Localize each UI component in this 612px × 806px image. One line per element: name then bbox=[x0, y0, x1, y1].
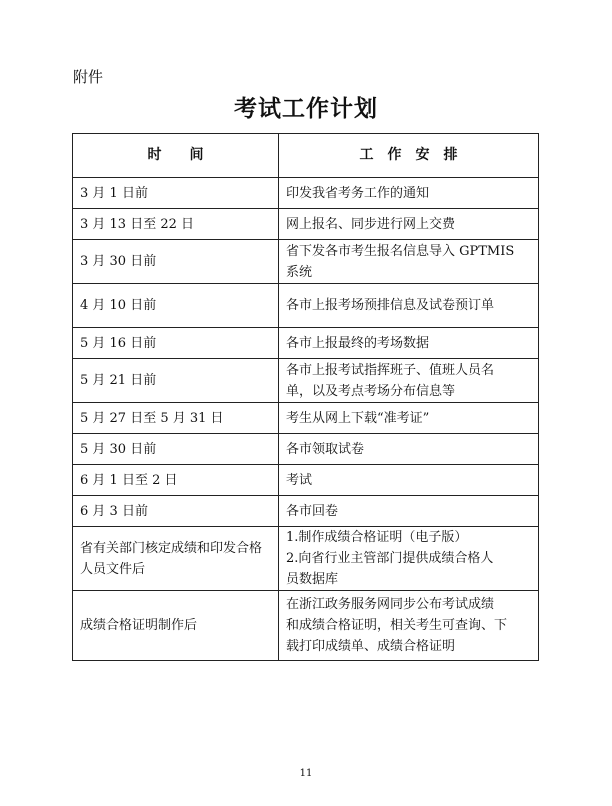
column-header-time: 时 间 bbox=[73, 134, 279, 178]
time-cell: 成绩合格证明制作后 bbox=[73, 591, 279, 661]
table-row bbox=[73, 403, 539, 434]
task-line: 各市上报考场预排信息及试卷预订单 bbox=[286, 298, 495, 313]
task-cell bbox=[279, 434, 539, 465]
task-line: 各市回卷 bbox=[286, 503, 339, 519]
table-row bbox=[73, 328, 539, 359]
task-line: 省下发各市考生报名信息导入 GPTMIS bbox=[286, 243, 515, 259]
table-row bbox=[73, 284, 539, 328]
task-line: 员数据库 bbox=[286, 572, 339, 587]
attachment-label: 附件 bbox=[73, 68, 104, 86]
task-line: 载打印成绩单、成绩合格证明 bbox=[286, 639, 456, 654]
table-row bbox=[73, 496, 539, 527]
time-cell: 3 月 30 日前 bbox=[73, 240, 279, 284]
table-row bbox=[73, 465, 539, 496]
task-cell bbox=[279, 178, 539, 209]
task-cell bbox=[279, 240, 539, 284]
time-cell: 6 月 1 日至 2 日 bbox=[73, 465, 279, 496]
task-line: 各市上报考试指挥班子、值班人员名 bbox=[286, 362, 495, 378]
time-cell: 省有关部门核定成绩和印发合格人员文件后 bbox=[73, 527, 279, 591]
time-cell: 6 月 3 日前 bbox=[73, 496, 279, 527]
task-line: 各市上报最终的考场数据 bbox=[286, 335, 430, 351]
table-header-row bbox=[73, 134, 539, 178]
task-cell bbox=[279, 465, 539, 496]
table-row bbox=[73, 591, 539, 661]
schedule-table bbox=[72, 133, 539, 661]
table-row bbox=[73, 178, 539, 209]
time-cell: 3 月 13 日至 22 日 bbox=[73, 209, 279, 240]
task-line: 考试 bbox=[286, 472, 313, 488]
time-cell: 5 月 30 日前 bbox=[73, 434, 279, 465]
table-row bbox=[73, 359, 539, 403]
task-line: 单，以及考点考场分布信息等 bbox=[286, 383, 456, 399]
task-cell bbox=[279, 591, 539, 661]
table-row bbox=[73, 209, 539, 240]
task-line: 考生从网上下载“准考证” bbox=[286, 410, 430, 426]
table-row bbox=[73, 527, 539, 591]
page-title: 考试工作计划 bbox=[234, 96, 378, 122]
time-cell: 5 月 27 日至 5 月 31 日 bbox=[73, 403, 279, 434]
task-line: 各市领取试卷 bbox=[286, 441, 365, 457]
table-body bbox=[73, 178, 539, 661]
time-cell: 5 月 16 日前 bbox=[73, 328, 279, 359]
task-line: 在浙江政务服务网同步公布考试成绩 bbox=[286, 597, 495, 612]
time-cell: 5 月 21 日前 bbox=[73, 359, 279, 403]
task-cell bbox=[279, 284, 539, 328]
task-cell bbox=[279, 527, 539, 591]
page-number: 11 bbox=[299, 768, 313, 779]
task-line: 网上报名、同步进行网上交费 bbox=[286, 216, 456, 232]
task-line: 系统 bbox=[286, 264, 313, 280]
column-header-task: 工 作 安 排 bbox=[279, 134, 539, 178]
task-cell bbox=[279, 403, 539, 434]
task-line: 2.向省行业主管部门提供成绩合格人 bbox=[286, 551, 494, 566]
task-cell bbox=[279, 359, 539, 403]
task-cell bbox=[279, 496, 539, 527]
table-row bbox=[73, 434, 539, 465]
task-cell bbox=[279, 209, 539, 240]
table-row bbox=[73, 240, 539, 284]
time-cell: 3 月 1 日前 bbox=[73, 178, 279, 209]
task-line: 印发我省考务工作的通知 bbox=[286, 185, 430, 201]
task-cell bbox=[279, 328, 539, 359]
task-line: 1.制作成绩合格证明（电子版） bbox=[286, 530, 468, 545]
task-line: 和成绩合格证明，相关考生可查询、下 bbox=[286, 618, 508, 633]
time-cell: 4 月 10 日前 bbox=[73, 284, 279, 328]
